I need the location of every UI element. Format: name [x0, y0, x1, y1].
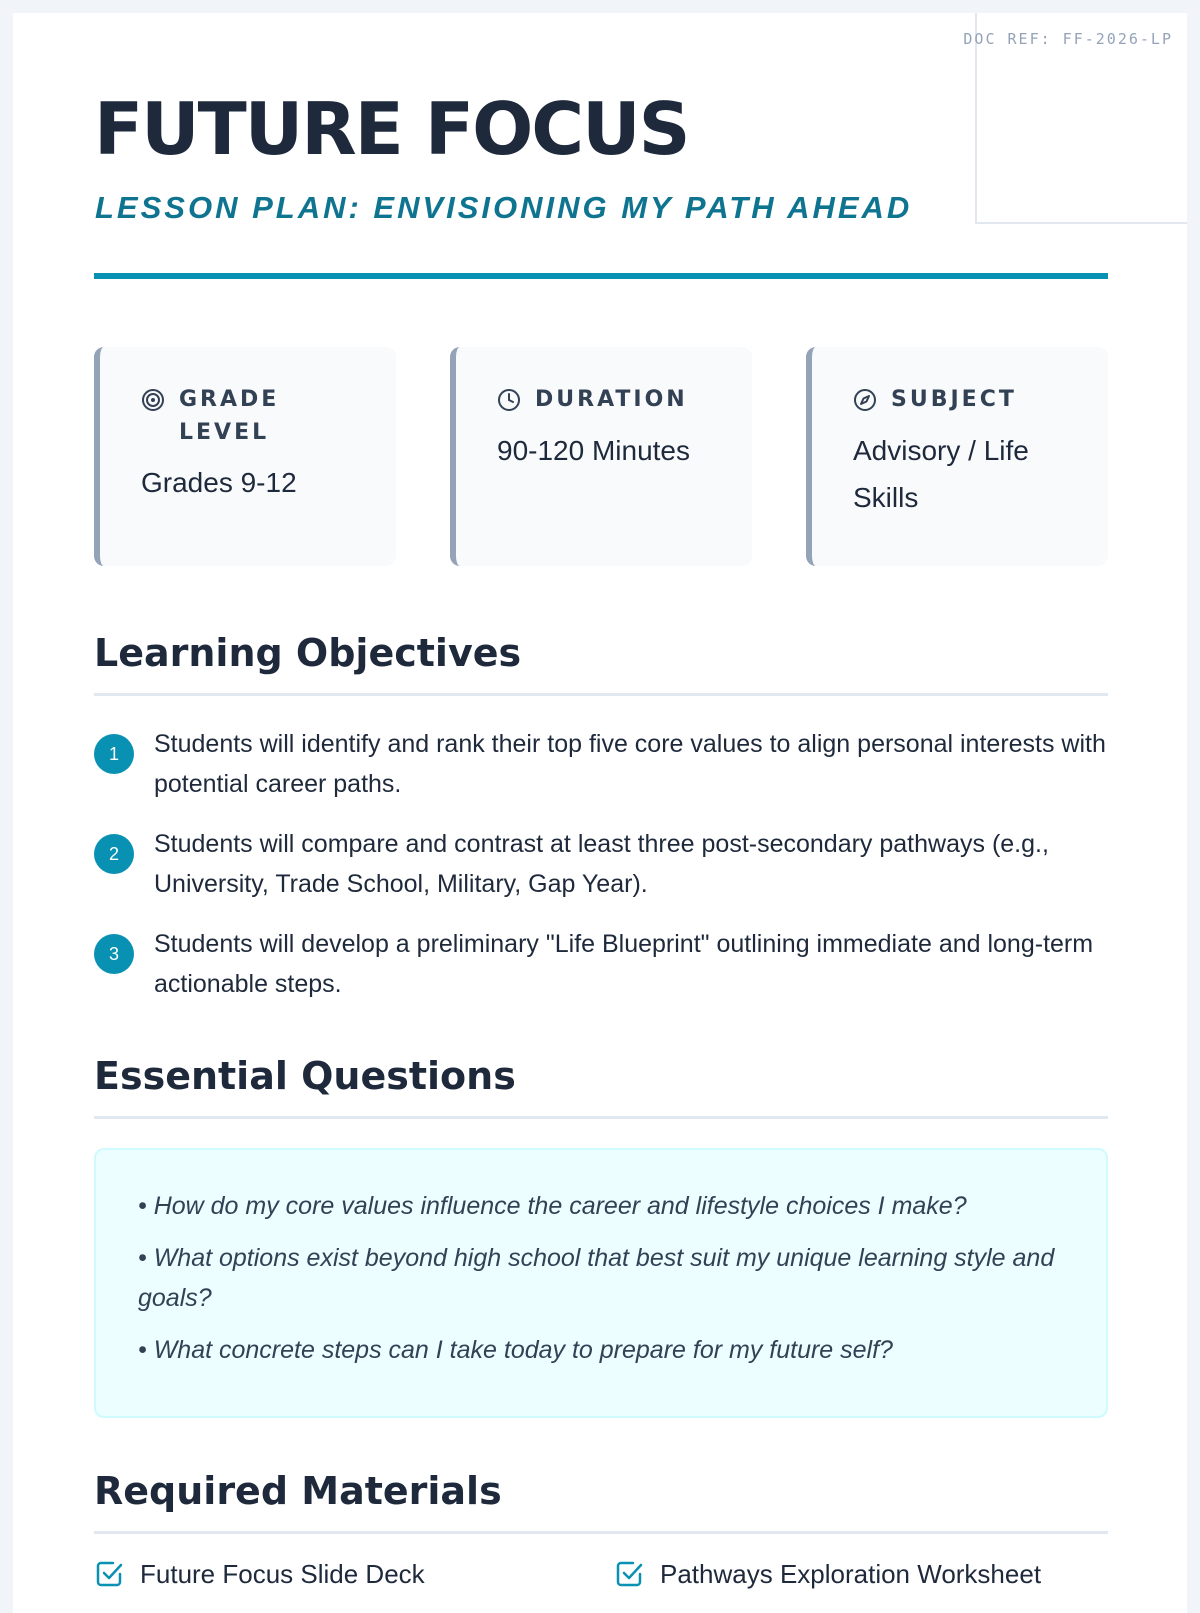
essential-questions-box [94, 1148, 1108, 1418]
info-card-subject [806, 347, 1108, 566]
materials-divider [94, 1531, 1108, 1534]
objective-text: Students will compare and contrast at least three post-secondary pathways (e.g., University, Trade School, Military, Gap Year). [154, 830, 1049, 898]
objective-item [94, 924, 1108, 1004]
info-card-grade-level [94, 347, 396, 566]
objective-number-badge: 3 [94, 934, 134, 974]
info-card-duration [450, 347, 752, 566]
objectives-divider [94, 693, 1108, 696]
objectives-heading: Learning Objectives [94, 631, 522, 675]
objective-item [94, 824, 1108, 904]
info-card-label: GRADE LEVEL [179, 387, 280, 445]
material-label: Future Focus Slide Deck [140, 1559, 425, 1589]
info-card-label-row [497, 383, 735, 416]
material-item [614, 1554, 1041, 1594]
info-card-value: 90-120 Minutes [497, 435, 691, 466]
question-item: • What options exist beyond high school that best suit my unique learning style and goals? [138, 1244, 1055, 1312]
objective-item [94, 724, 1108, 804]
questions-heading: Essential Questions [94, 1054, 516, 1098]
info-card-value: Grades 9-12 [141, 467, 297, 498]
info-card-label: DURATION [535, 387, 688, 412]
page-subtitle: LESSON PLAN: ENVISIONING MY PATH AHEAD [95, 190, 913, 225]
objective-number-badge: 2 [94, 834, 134, 874]
compass-icon [853, 388, 877, 412]
info-card-label-row [853, 383, 1091, 416]
page-title: FUTURE FOCUS [94, 87, 689, 171]
title-divider [94, 273, 1108, 279]
lesson-plan-page [13, 13, 1187, 1613]
questions-divider [94, 1116, 1108, 1119]
materials-heading: Required Materials [94, 1469, 502, 1513]
doc-reference: DOC REF: FF-2026-LP [963, 30, 1173, 48]
checkbox-checked-icon [94, 1559, 124, 1589]
info-card-label-row [141, 383, 299, 449]
objective-text: Students will identify and rank their top five core values to align personal interests with potential career paths. [154, 730, 1106, 798]
checkbox-checked-icon [614, 1559, 644, 1589]
objective-number-badge: 1 [94, 734, 134, 774]
target-icon [141, 388, 165, 412]
material-label: Pathways Exploration Worksheet [660, 1559, 1042, 1589]
info-card-value: Advisory / Life Skills [853, 435, 1029, 513]
clock-icon [497, 388, 521, 412]
material-item [94, 1554, 425, 1594]
info-card-label: SUBJECT [891, 387, 1017, 412]
question-item: • What concrete steps can I take today to prepare for my future self? [138, 1336, 893, 1364]
objective-text: Students will develop a preliminary "Life Blueprint" outlining immediate and long-term actionable steps. [154, 930, 1094, 998]
question-item: • How do my core values influence the career and lifestyle choices I make? [138, 1192, 967, 1220]
